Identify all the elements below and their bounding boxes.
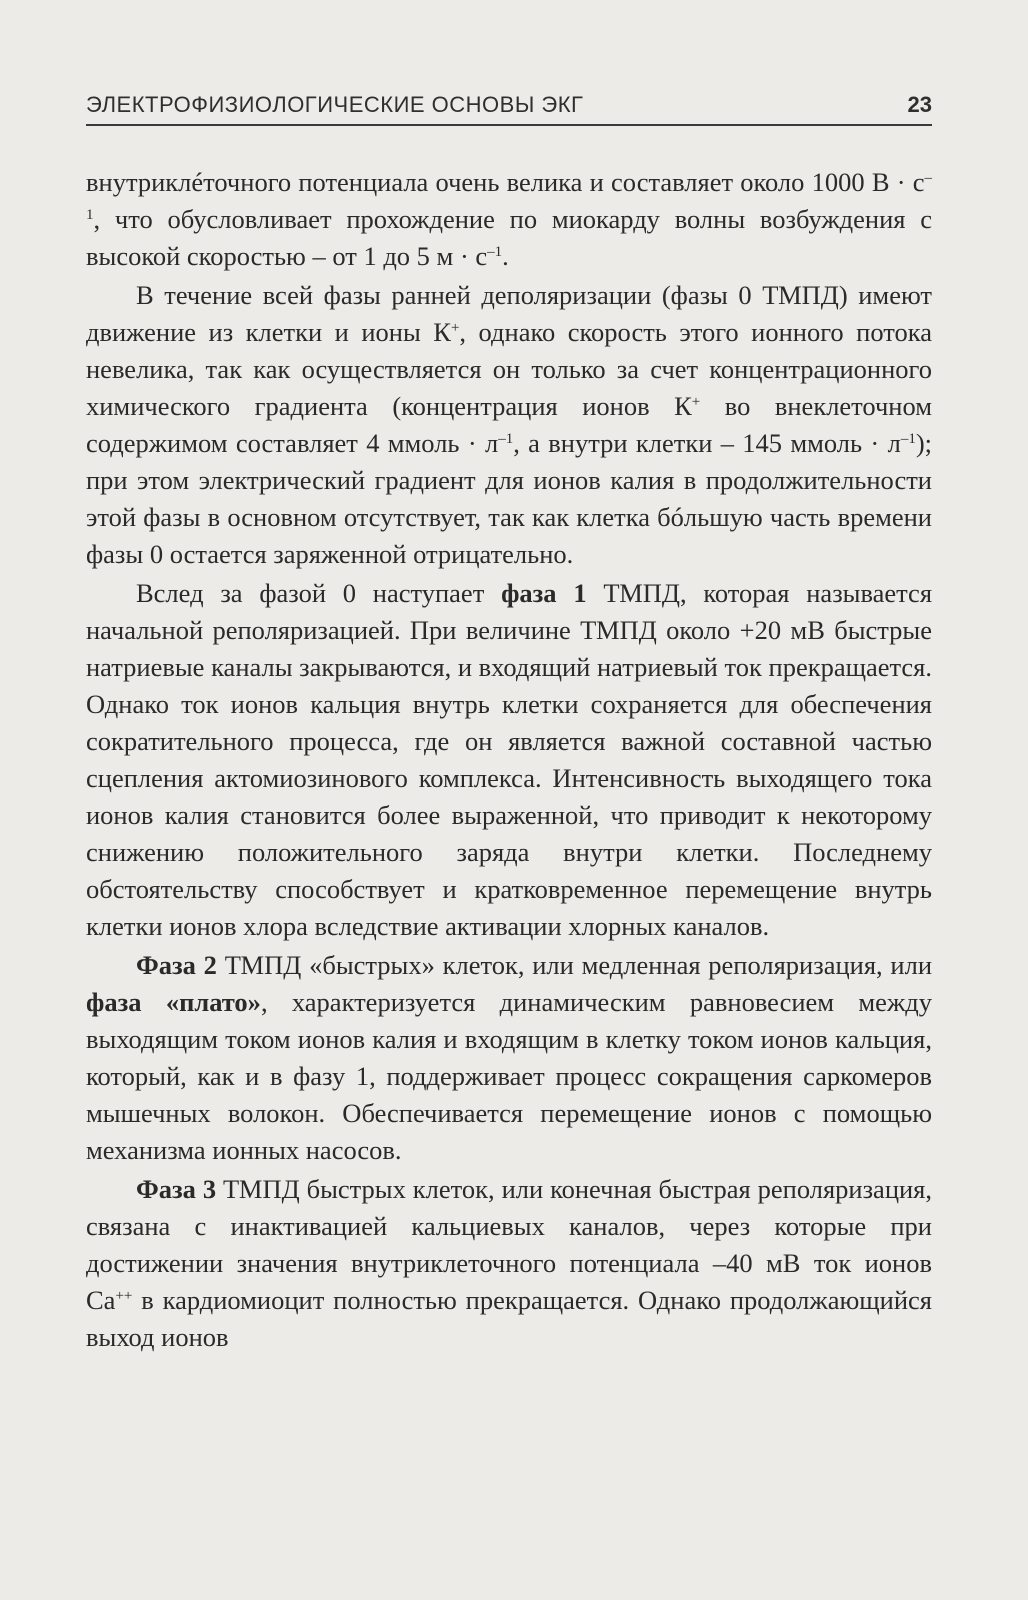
paragraph-2 xyxy=(86,277,932,573)
text-run: ); при этом электрический градиент для ионов калия в продолжительности этой фазы в основном отсутствует, так как клетка бóльшую часть времени фазы 0 остается заряженной отрицательно. xyxy=(86,428,933,569)
paragraph-5 xyxy=(86,1171,932,1356)
text-run: , однако скорость этого ионного потока невелика, так как осуществляется он только за счет концентрационного химического градиента (концентрация ионов К xyxy=(86,317,932,421)
superscript: + xyxy=(691,394,701,410)
paragraph-1 xyxy=(86,164,932,275)
bold-term: Фаза 3 xyxy=(136,1174,217,1204)
page-number: 23 xyxy=(907,92,932,117)
text-run: внутриклéточного потенциала очень велика и составляет около 1000 В · с xyxy=(86,167,925,197)
text-run: ТМПД быстрых клеток, или конечная быстрая реполяризация, связана с инактивацией кальциевых каналов, через которые при достижении значения внутриклеточного потенциала –40 мВ ток ионов Са xyxy=(86,1174,932,1315)
bold-term: Фаза 2 xyxy=(136,950,217,980)
text-run: Вслед за фазой 0 наступает xyxy=(136,578,502,608)
superscript: –1 xyxy=(900,431,916,447)
superscript: ++ xyxy=(115,1288,133,1304)
running-header xyxy=(86,92,932,126)
text-run: ТМПД, которая называется начальной реполяризацией. При величине ТМПД около +20 мВ быстрые натриевые каналы закрываются, и входящий натриевый ток прекращается. Однако ток ионов кальция внутрь клетки сохраняется для обеспечения сократительного процесса, где он является важной составной частью сцепления актомиозинового комплекса. Интенсивность выходящего тока ионов калия становится более выраженной, что приводит к некоторому снижению положительного заряда внутри клетки. Последнему обстоятельству способствует и кратковременное перемещение внутрь клетки ионов хлора вследствие активации хлорных каналов. xyxy=(86,578,933,941)
superscript: –1 xyxy=(487,244,503,260)
superscript: –1 xyxy=(86,170,932,223)
text-run: ТМПД «быстрых» клеток, или медленная реполяризация, или xyxy=(216,950,932,980)
superscript: + xyxy=(450,320,460,336)
paragraph-3 xyxy=(86,575,932,945)
paragraph-4 xyxy=(86,947,932,1169)
text-run: во внеклеточном содержимом составляет 4 ммоль · л xyxy=(86,391,932,458)
running-title: ЭЛЕКТРОФИЗИОЛОГИЧЕСКИЕ ОСНОВЫ ЭКГ xyxy=(86,92,584,117)
text-run: в кардиомиоцит полностью прекращается. Однако продолжающийся выход ионов xyxy=(86,1285,932,1352)
text-run: , а внутри клетки – 145 ммоль · л xyxy=(513,428,901,458)
text-run: , характеризуется динамическим равновесием между выходящим током ионов калия и входящим в клетку током ионов кальция, который, как и в фазу 1, поддерживает процесс сокращения саркомеров мышечных волокон. Обеспечивается перемещение ионов с помощью механизма ионных насосов. xyxy=(86,987,932,1165)
body-text xyxy=(86,164,932,1356)
bold-term: фаза «плато» xyxy=(86,987,261,1017)
bold-term: фаза 1 xyxy=(501,578,587,608)
text-run: . xyxy=(502,241,509,271)
text-run: В течение всей фазы ранней деполяризации (фазы 0 ТМПД) имеют движение из клетки и ионы К xyxy=(86,280,932,347)
superscript: –1 xyxy=(498,431,514,447)
text-run: , что обусловливает прохождение по миокарду волны возбуждения с высокой скоростью – от 1 до 5 м · с xyxy=(86,204,932,271)
